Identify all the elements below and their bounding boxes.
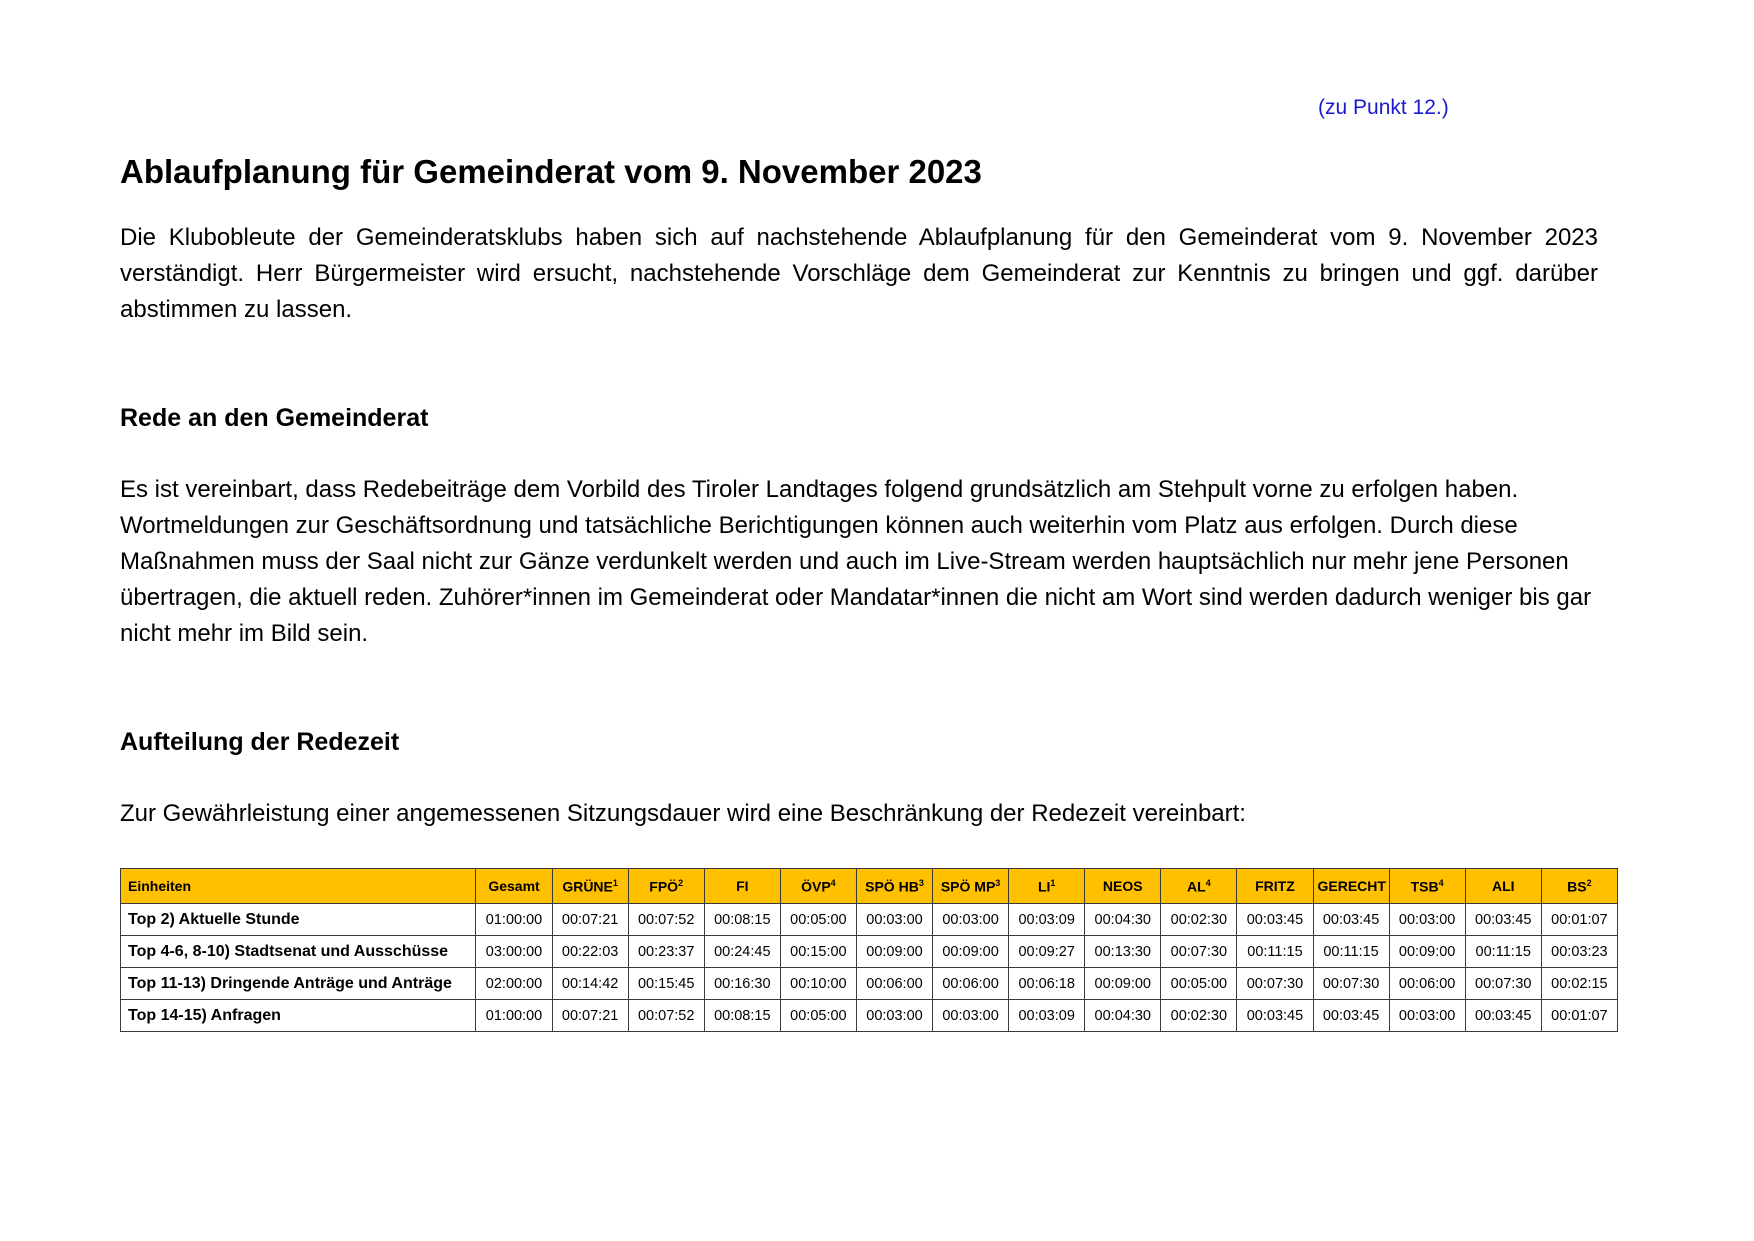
time-cell: 00:01:07 — [1541, 1000, 1617, 1032]
time-cell: 00:07:21 — [552, 904, 628, 936]
time-cell: 00:11:15 — [1237, 936, 1313, 968]
time-cell: 00:06:18 — [1009, 968, 1085, 1000]
column-header — [1465, 869, 1541, 904]
time-cell: 00:03:45 — [1313, 904, 1389, 936]
column-header-label: AL — [1187, 878, 1206, 895]
column-header — [1009, 869, 1085, 904]
section-heading-redezeit: Aufteilung der Redezeit — [120, 728, 400, 756]
column-header — [1313, 869, 1389, 904]
time-cell: 00:02:30 — [1161, 1000, 1237, 1032]
time-cell: 00:03:45 — [1465, 1000, 1541, 1032]
time-cell: 00:23:37 — [628, 936, 704, 968]
speaking-time-table — [120, 868, 1618, 1032]
time-cell: 00:03:23 — [1541, 936, 1617, 968]
time-cell: 00:10:00 — [780, 968, 856, 1000]
time-cell: 00:03:00 — [856, 904, 932, 936]
table-header — [121, 869, 1618, 904]
footnote-marker: 3 — [995, 877, 1001, 888]
time-cell: 00:07:30 — [1237, 968, 1313, 1000]
time-cell: 00:03:45 — [1313, 1000, 1389, 1032]
time-cell: 00:15:45 — [628, 968, 704, 1000]
column-header-label: LI — [1037, 878, 1051, 895]
time-cell: 00:13:30 — [1085, 936, 1161, 968]
column-header-label: NEOS — [1102, 878, 1143, 894]
document-body — [120, 150, 1608, 1032]
time-cell: 00:03:45 — [1237, 904, 1313, 936]
column-header — [628, 869, 704, 904]
column-header-label: FPÖ — [649, 878, 679, 895]
time-cell: 00:09:27 — [1009, 936, 1085, 968]
time-cell: 00:03:00 — [856, 1000, 932, 1032]
time-cell: 00:02:15 — [1541, 968, 1617, 1000]
time-cell: 00:24:45 — [704, 936, 780, 968]
time-cell: 00:03:00 — [933, 1000, 1009, 1032]
time-cell: 00:07:52 — [628, 1000, 704, 1032]
time-cell: 01:00:00 — [476, 1000, 552, 1032]
row-label: Top 2) Aktuelle Stunde — [121, 904, 476, 936]
column-header-label: GERECHT — [1317, 878, 1386, 894]
time-cell: 00:04:30 — [1085, 1000, 1161, 1032]
time-cell: 00:15:00 — [780, 936, 856, 968]
time-cell: 02:00:00 — [476, 968, 552, 1000]
time-cell: 00:06:00 — [856, 968, 932, 1000]
time-cell: 00:05:00 — [780, 904, 856, 936]
time-cell: 00:03:00 — [1389, 904, 1465, 936]
column-header-label: FI — [736, 878, 749, 894]
time-cell: 00:06:00 — [1389, 968, 1465, 1000]
time-cell: 00:03:45 — [1465, 904, 1541, 936]
column-header-label: ALI — [1491, 878, 1515, 894]
column-header — [121, 869, 476, 904]
time-cell: 00:04:30 — [1085, 904, 1161, 936]
column-header — [552, 869, 628, 904]
page-title: Ablaufplanung für Gemeinderat vom 9. November 2023 — [120, 153, 982, 190]
intro-paragraph: Die Klubobleute der Gemeinderatsklubs haben sich auf nachstehende Ablaufplanung für den Gemeinderat vom 9. November 2023 verständigt. Herr Bürgermeister wird ersucht, nachstehende Vorschläge dem Gemeinderat zur Kenntnis zu bringen und ggf. darüber abstimmen zu lassen. — [120, 224, 1598, 323]
time-cell: 00:07:21 — [552, 1000, 628, 1032]
column-header — [1541, 869, 1617, 904]
time-cell: 00:01:07 — [1541, 904, 1617, 936]
column-header — [780, 869, 856, 904]
column-header-label: ÖVP — [801, 878, 831, 895]
time-cell: 00:07:30 — [1313, 968, 1389, 1000]
time-cell: 00:08:15 — [704, 904, 780, 936]
time-cell: 00:09:00 — [1389, 936, 1465, 968]
time-cell: 00:07:52 — [628, 904, 704, 936]
section-paragraph-redezeit: Zur Gewährleistung einer angemessenen Sitzungsdauer wird eine Beschränkung der Redezeit vereinbart: — [120, 800, 1246, 827]
time-cell: 00:03:45 — [1237, 1000, 1313, 1032]
time-cell: 00:03:00 — [1389, 1000, 1465, 1032]
time-cell: 03:00:00 — [476, 936, 552, 968]
column-header — [704, 869, 780, 904]
time-cell: 00:22:03 — [552, 936, 628, 968]
reference-label: (zu Punkt 12.) — [1318, 96, 1449, 119]
section-heading-rede: Rede an den Gemeinderat — [120, 404, 429, 432]
table-body — [121, 904, 1618, 1032]
row-label: Top 14-15) Anfragen — [121, 1000, 476, 1032]
table-row — [121, 936, 1618, 968]
column-header-label: BS — [1567, 878, 1587, 895]
time-cell: 00:09:00 — [856, 936, 932, 968]
time-cell: 00:03:09 — [1009, 1000, 1085, 1032]
footnote-marker: 2 — [1586, 877, 1592, 888]
column-header — [1237, 869, 1313, 904]
footnote-marker: 1 — [612, 877, 618, 888]
column-header — [856, 869, 932, 904]
row-label: Top 11-13) Dringende Anträge und Anträge — [121, 968, 476, 1000]
column-header-label: Einheiten — [128, 878, 192, 894]
time-cell: 00:03:00 — [933, 904, 1009, 936]
footnote-marker: 4 — [1205, 877, 1211, 888]
column-header-label: FRITZ — [1255, 878, 1295, 894]
footnote-marker: 4 — [1438, 877, 1444, 888]
column-header — [933, 869, 1009, 904]
footnote-marker: 3 — [918, 877, 924, 888]
column-header — [1389, 869, 1465, 904]
time-cell: 00:03:09 — [1009, 904, 1085, 936]
footnote-marker: 2 — [678, 877, 684, 888]
section-paragraph-rede: Es ist vereinbart, dass Redebeiträge dem Vorbild des Tiroler Landtages folgend grundsätzlich am Stehpult vorne zu erfolgen haben. Wortmeldungen zur Geschäftsordnung und tatsächliche Berichtigungen können auch weiterhin vom Platz aus erfolgen. Durch diese Maßnahmen muss der Saal nicht zur Gänze verdunkelt werden und auch im Live-Stream werden hauptsächlich nur mehr jene Personen übertragen, die aktuell reden. Zuhörer*innen im Gemeinderat oder Mandatar*innen die nicht am Wort sind werden dadurch weniger bis gar nicht mehr im Bild sein. — [120, 476, 1592, 647]
time-cell: 00:09:00 — [1085, 968, 1161, 1000]
column-header-label: Gesamt — [488, 878, 540, 894]
time-cell: 00:07:30 — [1465, 968, 1541, 1000]
column-header — [1085, 869, 1161, 904]
column-header-label: TSB — [1410, 878, 1439, 895]
time-cell: 00:16:30 — [704, 968, 780, 1000]
column-header — [1161, 869, 1237, 904]
time-cell: 00:05:00 — [780, 1000, 856, 1032]
table-header-row — [121, 869, 1618, 904]
time-cell: 00:11:15 — [1313, 936, 1389, 968]
time-cell: 00:08:15 — [704, 1000, 780, 1032]
column-header-label: SPÖ HB — [865, 878, 919, 895]
time-cell: 00:02:30 — [1161, 904, 1237, 936]
time-cell: 01:00:00 — [476, 904, 552, 936]
table-row — [121, 904, 1618, 936]
time-cell: 00:09:00 — [933, 936, 1009, 968]
column-header — [476, 869, 552, 904]
time-cell: 00:07:30 — [1161, 936, 1237, 968]
time-cell: 00:11:15 — [1465, 936, 1541, 968]
table-row — [121, 1000, 1618, 1032]
time-cell: 00:06:00 — [933, 968, 1009, 1000]
footnote-marker: 1 — [1050, 877, 1056, 888]
table-row — [121, 968, 1618, 1000]
row-label: Top 4-6, 8-10) Stadtsenat und Ausschüsse — [121, 936, 476, 968]
column-header-label: SPÖ MP — [940, 878, 996, 895]
time-cell: 00:14:42 — [552, 968, 628, 1000]
footnote-marker: 4 — [830, 877, 836, 888]
column-header-label: GRÜNE — [562, 878, 613, 895]
time-cell: 00:05:00 — [1161, 968, 1237, 1000]
